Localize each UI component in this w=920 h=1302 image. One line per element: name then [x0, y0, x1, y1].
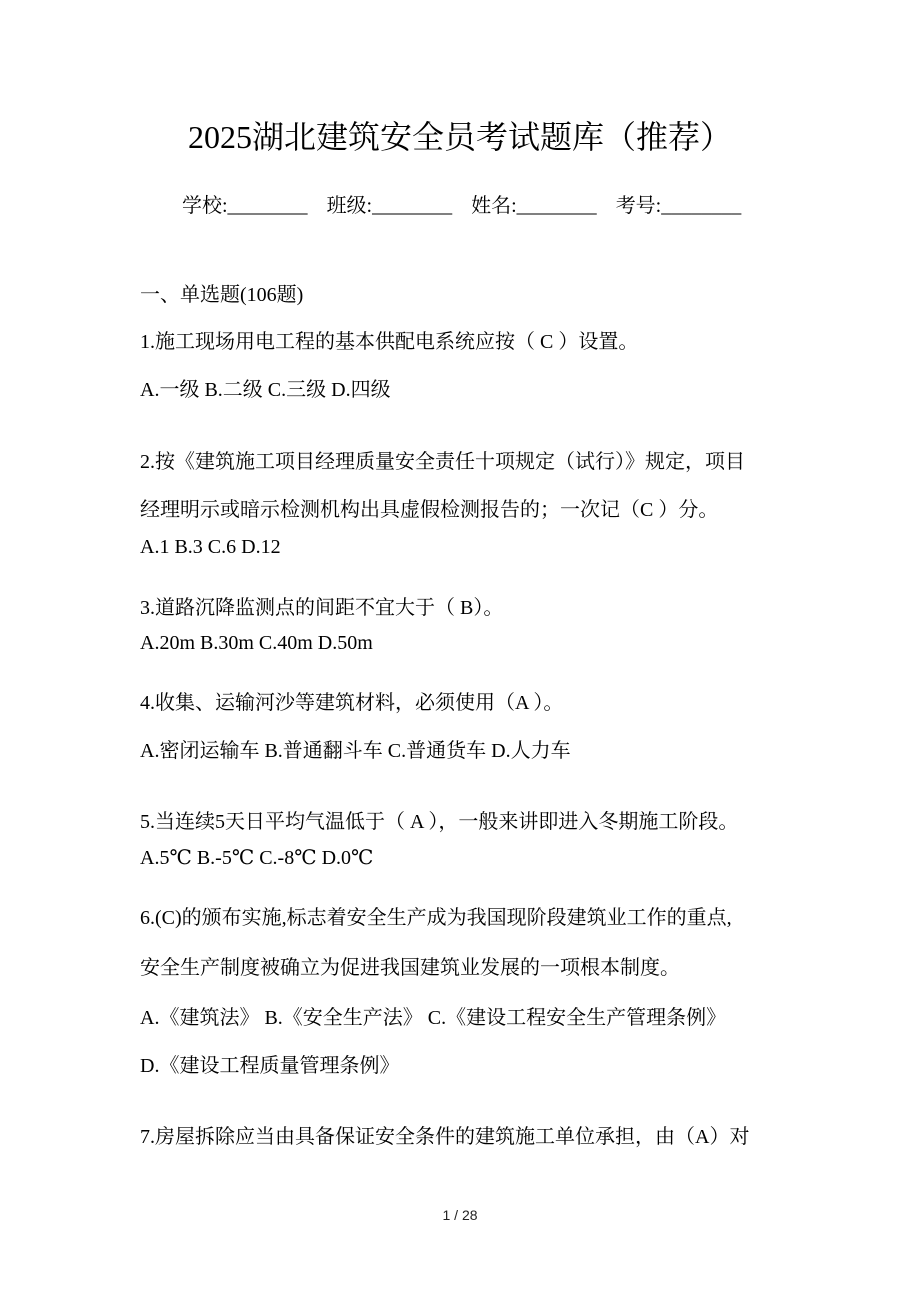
- section-heading: 一、单选题(106题): [140, 284, 304, 306]
- question-6-cont: 安全生产制度被确立为促进我国建筑业发展的一项根本制度。: [140, 957, 680, 979]
- question-1: 1.施工现场用电工程的基本供配电系统应按（ C ）设置。: [140, 331, 639, 353]
- school-field: 学校:________: [182, 195, 308, 217]
- student-info-fields: [182, 194, 755, 218]
- question-3: 3.道路沉降监测点的间距不宜大于（ B）。: [140, 597, 504, 619]
- question-2-cont: 经理明示或暗示检测机构出具虚假检测报告的；一次记（C ）分。: [140, 499, 719, 521]
- exam-number-field: 考号:________: [615, 195, 742, 217]
- name-field: 姓名:________: [471, 195, 597, 217]
- question-6-options: A.《建筑法》 B.《安全生产法》 C.《建设工程安全生产管理条例》: [140, 1007, 727, 1029]
- question-2-options: A.1 B.3 C.6 D.12: [140, 536, 281, 558]
- question-5: 5.当连续5天日平均气温低于（ A ），一般来讲即进入冬期施工阶段。: [140, 811, 739, 833]
- question-6-options-cont: D.《建设工程质量管理条例》: [140, 1055, 400, 1077]
- question-1-options: A.一级 B.二级 C.三级 D.四级: [140, 379, 391, 401]
- question-3-options: A.20m B.30m C.40m D.50m: [140, 632, 373, 654]
- question-7: 7.房屋拆除应当由具备保证安全条件的建筑施工单位承担，由（A）对: [140, 1126, 750, 1148]
- question-6: 6.(C)的颁布实施,标志着安全生产成为我国现阶段建筑业工作的重点,: [140, 907, 732, 929]
- question-4-options: A.密闭运输车 B.普通翻斗车 C.普通货车 D.人力车: [140, 740, 571, 762]
- page-number: 1 / 28: [442, 1207, 478, 1223]
- class-field: 班级:________: [326, 195, 453, 217]
- question-4: 4.收集、运输河沙等建筑材料，必须使用（A ）。: [140, 692, 564, 714]
- document-title: 2025湖北建筑安全员考试题库（推荐）: [187, 119, 732, 155]
- question-2: 2.按《建筑施工项目经理质量安全责任十项规定（试行）》规定，项目: [140, 451, 745, 473]
- question-5-options: A.5℃ B.-5℃ C.-8℃ D.0℃: [140, 847, 374, 869]
